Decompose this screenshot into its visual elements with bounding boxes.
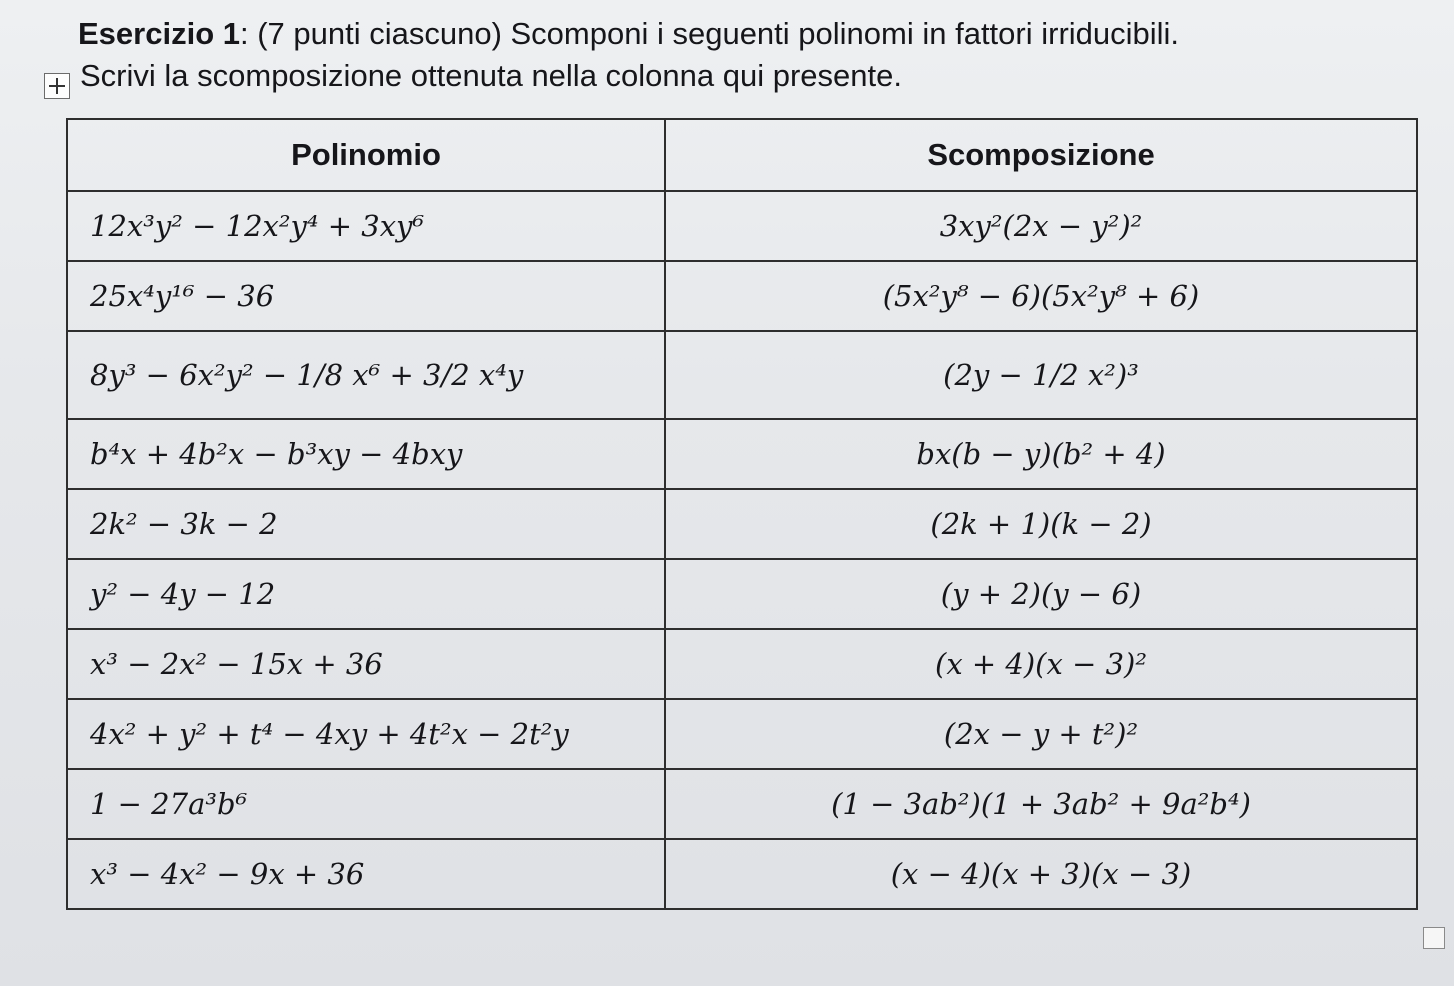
table-row [67, 769, 1417, 839]
header-scomposizione: Scomposizione [665, 119, 1417, 191]
polynomial-cell[interactable]: x³ − 4x² − 9x + 36 [67, 839, 665, 909]
polynomial-cell[interactable]: 2k² − 3k − 2 [67, 489, 665, 559]
polynomial-cell[interactable]: 1 − 27a³b⁶ [67, 769, 665, 839]
polynomial-cell[interactable]: 8y³ − 6x²y² − 1/8 x⁶ + 3/2 x⁴y [67, 331, 665, 419]
table-row [67, 699, 1417, 769]
table-resize-handle-icon[interactable] [1423, 927, 1445, 949]
polynomial-cell[interactable]: b⁴x + 4b²x − b³xy − 4bxy [67, 419, 665, 489]
exercise-subtitle: Scrivi la scomposizione ottenuta nella colonna qui presente. [80, 58, 902, 93]
factorization-cell[interactable]: (x + 4)(x − 3)² [665, 629, 1417, 699]
exercise-number: Esercizio 1 [78, 16, 240, 51]
table-row [67, 191, 1417, 261]
factorization-cell[interactable]: bx(b − y)(b² + 4) [665, 419, 1417, 489]
table-move-handle-icon[interactable] [44, 73, 70, 99]
factorization-cell[interactable]: (2y − 1/2 x²)³ [665, 331, 1417, 419]
factorization-cell[interactable]: (x − 4)(x + 3)(x − 3) [665, 839, 1417, 909]
factorization-cell[interactable]: (y + 2)(y − 6) [665, 559, 1417, 629]
exercise-instructions: : (7 punti ciascuno) Scomponi i seguenti polinomi in fattori irriducibili. [239, 16, 1180, 51]
factorization-cell[interactable]: (2k + 1)(k − 2) [665, 489, 1417, 559]
factorization-cell[interactable]: 3xy²(2x − y²)² [665, 191, 1417, 261]
factorization-cell[interactable]: (2x − y + t²)² [665, 699, 1417, 769]
table-row [67, 839, 1417, 909]
table-row [67, 559, 1417, 629]
polynomial-cell[interactable]: 4x² + y² + t⁴ − 4xy + 4t²x − 2t²y [67, 699, 665, 769]
factorization-table [66, 118, 1418, 910]
polynomial-cell[interactable]: 12x³y² − 12x²y⁴ + 3xy⁶ [67, 191, 665, 261]
table-row [67, 629, 1417, 699]
exercise-title [78, 14, 1179, 54]
table-row [67, 419, 1417, 489]
polynomial-cell[interactable]: 25x⁴y¹⁶ − 36 [67, 261, 665, 331]
header-polinomio: Polinomio [67, 119, 665, 191]
polynomial-cell[interactable]: y² − 4y − 12 [67, 559, 665, 629]
table-row [67, 489, 1417, 559]
factorization-cell[interactable]: (5x²y⁸ − 6)(5x²y⁸ + 6) [665, 261, 1417, 331]
polynomial-cell[interactable]: x³ − 2x² − 15x + 36 [67, 629, 665, 699]
factorization-cell[interactable]: (1 − 3ab²)(1 + 3ab² + 9a²b⁴) [665, 769, 1417, 839]
table-row [67, 331, 1417, 419]
table-row [67, 261, 1417, 331]
